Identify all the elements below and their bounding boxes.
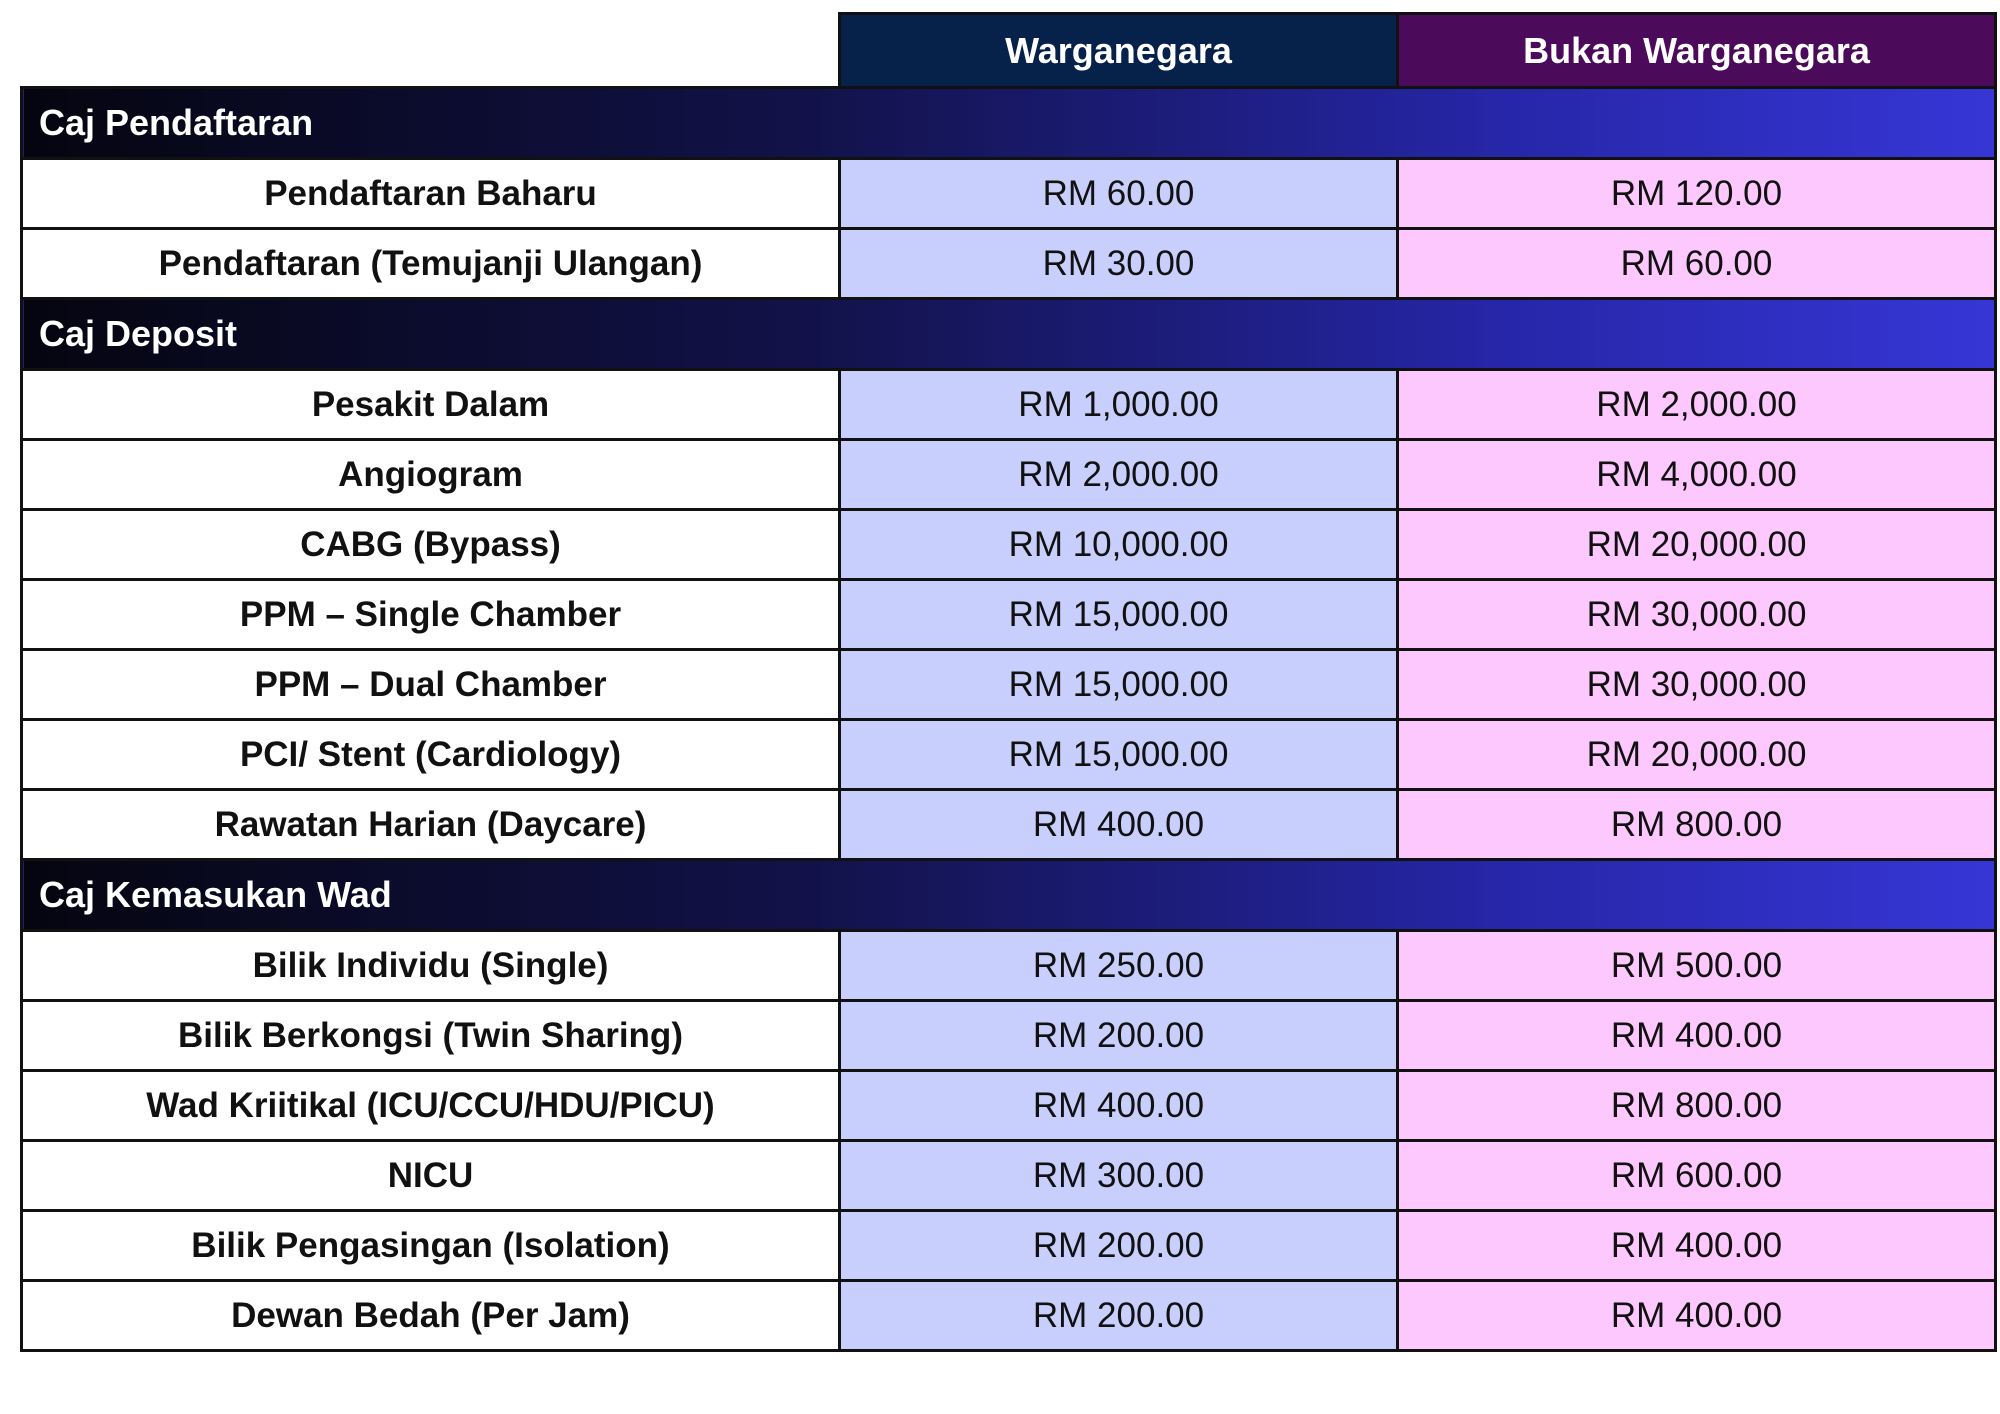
- citizen-fee: RM 250.00: [840, 931, 1398, 1001]
- citizen-fee: RM 15,000.00: [840, 720, 1398, 790]
- citizen-fee: RM 15,000.00: [840, 580, 1398, 650]
- non-citizen-fee: RM 400.00: [1398, 1001, 1996, 1071]
- section-title: Caj Deposit: [22, 299, 1996, 370]
- fee-table-body: [22, 88, 1996, 1351]
- citizen-fee: RM 200.00: [840, 1281, 1398, 1351]
- section-header-row: [22, 88, 1996, 159]
- citizen-fee: RM 300.00: [840, 1141, 1398, 1211]
- table-row: [22, 790, 1996, 860]
- row-label: Dewan Bedah (Per Jam): [22, 1281, 840, 1351]
- non-citizen-fee: RM 20,000.00: [1398, 510, 1996, 580]
- non-citizen-fee: RM 20,000.00: [1398, 720, 1996, 790]
- non-citizen-fee: RM 30,000.00: [1398, 580, 1996, 650]
- header-row: [22, 14, 1996, 88]
- table-row: [22, 720, 1996, 790]
- non-citizen-fee: RM 30,000.00: [1398, 650, 1996, 720]
- row-label: Wad Kriitikal (ICU/CCU/HDU/PICU): [22, 1071, 840, 1141]
- row-label: Bilik Individu (Single): [22, 931, 840, 1001]
- table-row: [22, 159, 1996, 229]
- row-label: Bilik Pengasingan (Isolation): [22, 1211, 840, 1281]
- table-row: [22, 510, 1996, 580]
- citizen-fee: RM 400.00: [840, 1071, 1398, 1141]
- non-citizen-fee: RM 800.00: [1398, 1071, 1996, 1141]
- row-label: Angiogram: [22, 440, 840, 510]
- header-blank-cell: [22, 14, 840, 88]
- non-citizen-fee: RM 800.00: [1398, 790, 1996, 860]
- table-row: [22, 580, 1996, 650]
- row-label: Pendaftaran (Temujanji Ulangan): [22, 229, 840, 299]
- table-row: [22, 1001, 1996, 1071]
- table-row: [22, 1141, 1996, 1211]
- citizen-fee: RM 10,000.00: [840, 510, 1398, 580]
- non-citizen-fee: RM 2,000.00: [1398, 370, 1996, 440]
- row-label: Pesakit Dalam: [22, 370, 840, 440]
- citizen-fee: RM 15,000.00: [840, 650, 1398, 720]
- non-citizen-fee: RM 600.00: [1398, 1141, 1996, 1211]
- section-header-row: [22, 860, 1996, 931]
- non-citizen-fee: RM 500.00: [1398, 931, 1996, 1001]
- header-non-citizen: Bukan Warganegara: [1398, 14, 1996, 88]
- row-label: Rawatan Harian (Daycare): [22, 790, 840, 860]
- citizen-fee: RM 30.00: [840, 229, 1398, 299]
- header-citizen: Warganegara: [840, 14, 1398, 88]
- section-header-row: [22, 299, 1996, 370]
- table-row: [22, 1281, 1996, 1351]
- table-row: [22, 931, 1996, 1001]
- non-citizen-fee: RM 120.00: [1398, 159, 1996, 229]
- citizen-fee: RM 400.00: [840, 790, 1398, 860]
- section-title: Caj Pendaftaran: [22, 88, 1996, 159]
- table-row: [22, 440, 1996, 510]
- row-label: PCI/ Stent (Cardiology): [22, 720, 840, 790]
- table-row: [22, 1211, 1996, 1281]
- non-citizen-fee: RM 400.00: [1398, 1281, 1996, 1351]
- row-label: NICU: [22, 1141, 840, 1211]
- citizen-fee: RM 1,000.00: [840, 370, 1398, 440]
- table-row: [22, 1071, 1996, 1141]
- table-row: [22, 229, 1996, 299]
- row-label: CABG (Bypass): [22, 510, 840, 580]
- citizen-fee: RM 60.00: [840, 159, 1398, 229]
- citizen-fee: RM 200.00: [840, 1001, 1398, 1071]
- row-label: PPM – Dual Chamber: [22, 650, 840, 720]
- row-label: Bilik Berkongsi (Twin Sharing): [22, 1001, 840, 1071]
- non-citizen-fee: RM 60.00: [1398, 229, 1996, 299]
- fee-table: [20, 12, 1997, 1352]
- citizen-fee: RM 2,000.00: [840, 440, 1398, 510]
- non-citizen-fee: RM 4,000.00: [1398, 440, 1996, 510]
- table-row: [22, 650, 1996, 720]
- citizen-fee: RM 200.00: [840, 1211, 1398, 1281]
- table-row: [22, 370, 1996, 440]
- non-citizen-fee: RM 400.00: [1398, 1211, 1996, 1281]
- row-label: Pendaftaran Baharu: [22, 159, 840, 229]
- row-label: PPM – Single Chamber: [22, 580, 840, 650]
- section-title: Caj Kemasukan Wad: [22, 860, 1996, 931]
